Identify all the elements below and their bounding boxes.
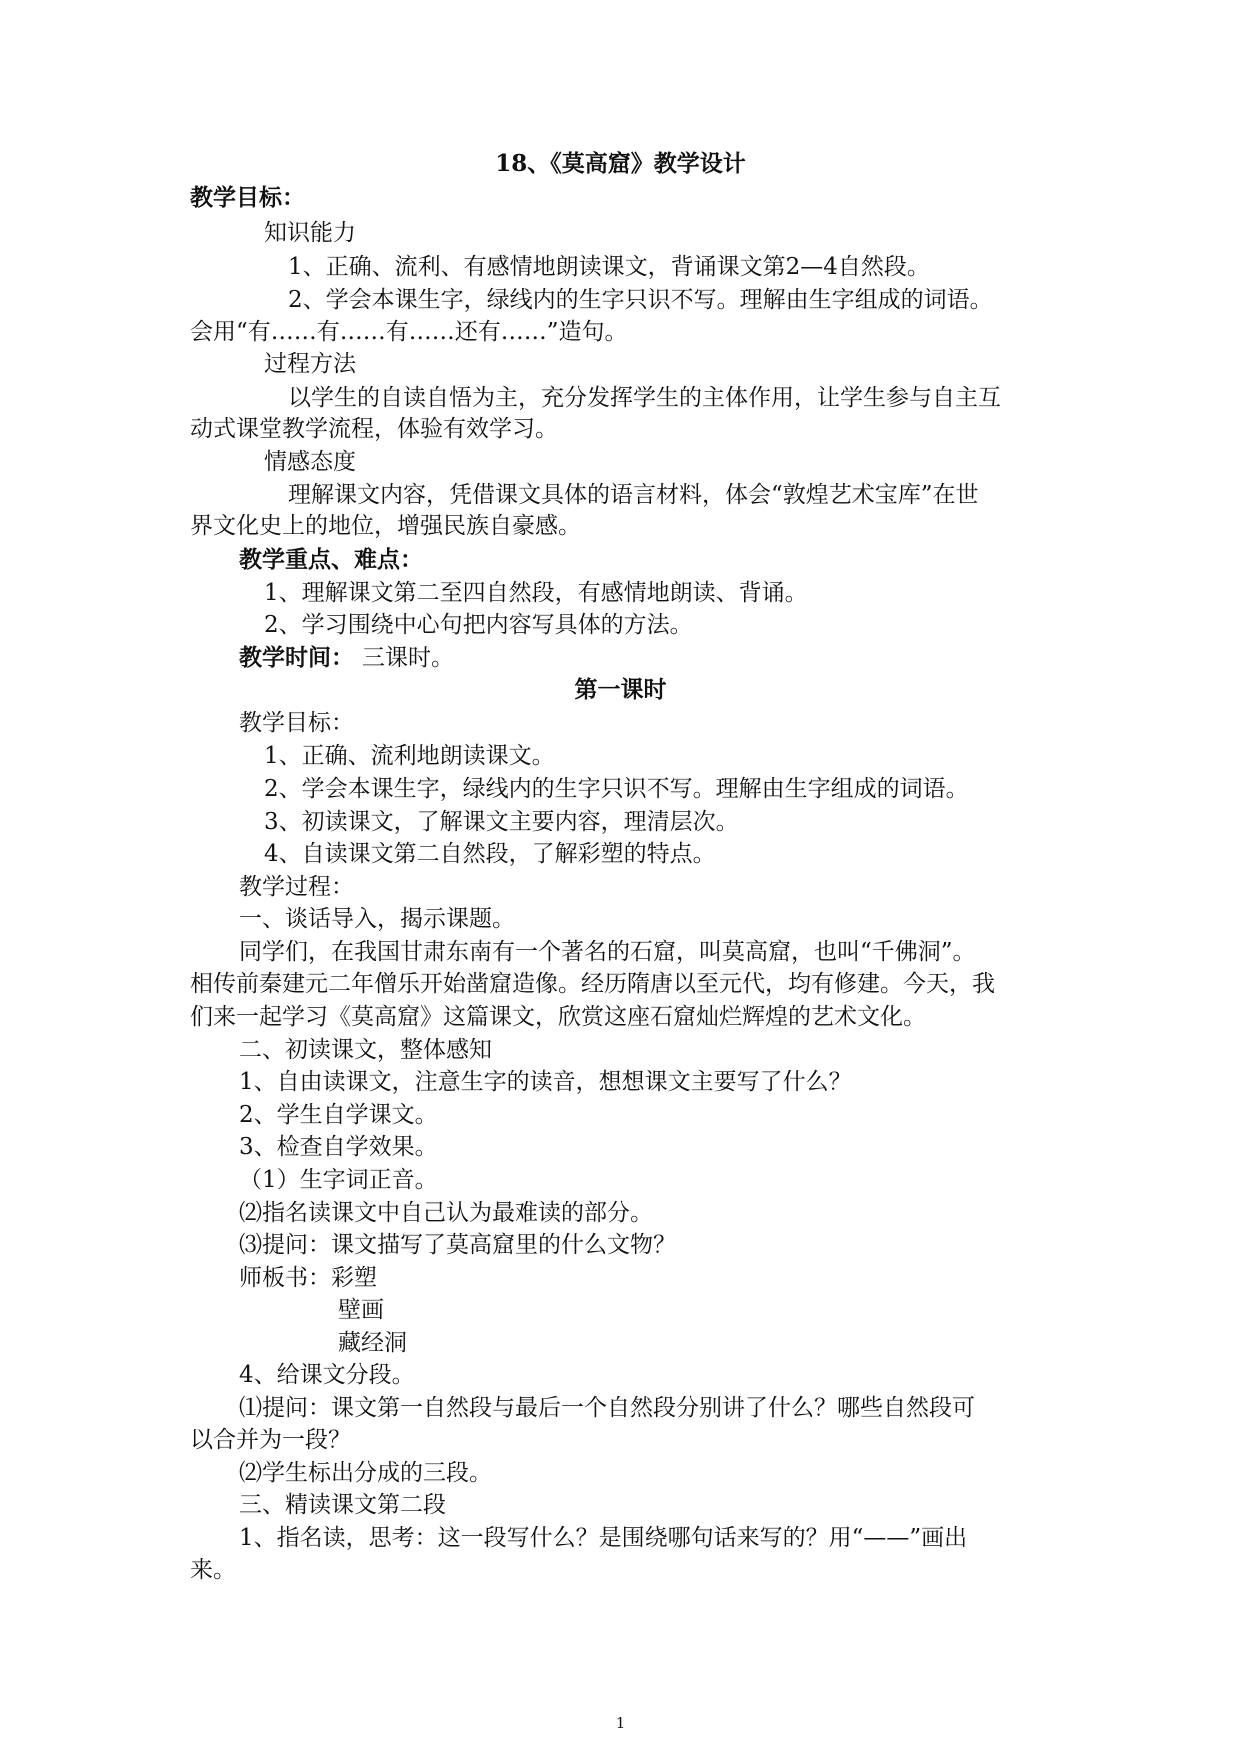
text-line: 教学目标：	[239, 710, 354, 736]
text-line: 2、学会本课生字，绿线内的生字只识不写。理解由生字组成的词语。	[264, 776, 969, 802]
text-line: ⑴提问：课文第一自然段与最后一个自然段分别讲了什么？哪些自然段可	[239, 1395, 975, 1421]
text-line: 教学过程：	[239, 874, 354, 900]
text-line: （1）生字词正音。	[239, 1167, 438, 1193]
text-line: 知识能力	[264, 220, 356, 246]
text-line: 2、学习围绕中心句把内容写具体的方法。	[264, 612, 693, 638]
teaching-time-value: 三课时。	[362, 645, 454, 671]
text-line: 4、给课文分段。	[239, 1362, 415, 1388]
text-line: 相传前秦建元二年僧乐开始凿窟造像。经历隋唐以至元代，均有修建。今天，我	[190, 971, 995, 997]
text-line: 三、精读课文第二段	[239, 1492, 446, 1518]
text-line: ⑶提问：课文描写了莫高窟里的什么文物？	[239, 1232, 676, 1258]
text-line: 理解课文内容，凭借课文具体的语言材料，体会“敦煌艺术宝库”在世	[288, 482, 979, 508]
page-number: 1	[615, 1714, 626, 1732]
text-line: 情感态度	[264, 449, 356, 475]
text-line: 4、自读课文第二自然段，了解彩塑的特点。	[264, 841, 716, 867]
text-line: ⑵指名读课文中自己认为最难读的部分。	[239, 1200, 653, 1226]
text-line: 会用“有……有……有……还有……”造句。	[190, 319, 628, 345]
text-line: 们来一起学习《莫高窟》这篇课文，欣赏这座石窟灿烂辉煌的艺术文化。	[190, 1004, 926, 1030]
section-heading: 第一课时	[574, 676, 667, 703]
text-line: 二、初读课文，整体感知	[239, 1037, 492, 1063]
text-line: 1、正确、流利、有感情地朗读课文，背诵课文第2—4自然段。	[288, 254, 930, 280]
text-line: 2、学会本课生字，绿线内的生字只识不写。理解由生字组成的词语。	[288, 287, 993, 313]
text-line: 动式课堂教学流程，体验有效学习。	[190, 416, 558, 442]
text-line: 1、正确、流利地朗读课文。	[264, 743, 555, 769]
text-line: 师板书：彩塑	[239, 1265, 377, 1291]
text-line: 以合并为一段？	[190, 1427, 351, 1453]
text-line: 3、初读课文，了解课文主要内容，理清层次。	[264, 809, 739, 835]
text-line: 1、理解课文第二至四自然段，有感情地朗读、背诵。	[264, 580, 808, 606]
text-line: 一、谈话导入，揭示课题。	[239, 906, 515, 932]
text-line: 壁画	[338, 1297, 384, 1323]
text-line: 1、指名读，思考：这一段写什么？是围绕哪句话来写的？用“——”画出	[239, 1525, 968, 1551]
text-line: 1、自由读课文，注意生字的读音，想想课文主要写了什么？	[239, 1069, 852, 1095]
text-line: 以学生的自读自悟为主，充分发挥学生的主体作用，让学生参与自主互	[288, 385, 1001, 411]
text-line: 过程方法	[264, 351, 356, 377]
text-line: ⑵学生标出分成的三段。	[239, 1460, 492, 1486]
document-title: 18、《莫高窟》教学设计	[495, 150, 746, 177]
text-line: 教学重点、难点：	[239, 546, 423, 573]
text-line: 界文化史上的地位，增强民族自豪感。	[190, 513, 581, 539]
text-line: 同学们，在我国甘肃东南有一个著名的石窟，叫莫高窟，也叫“千佛洞”。	[239, 939, 976, 965]
text-line: 藏经洞	[338, 1330, 407, 1356]
text-line: 2、学生自学课文。	[239, 1102, 438, 1128]
text-line: 来。	[190, 1557, 236, 1583]
text-line: 3、检查自学效果。	[239, 1134, 438, 1160]
text-line: 教学目标：	[190, 184, 305, 211]
text-line: 教学时间：	[239, 644, 354, 671]
